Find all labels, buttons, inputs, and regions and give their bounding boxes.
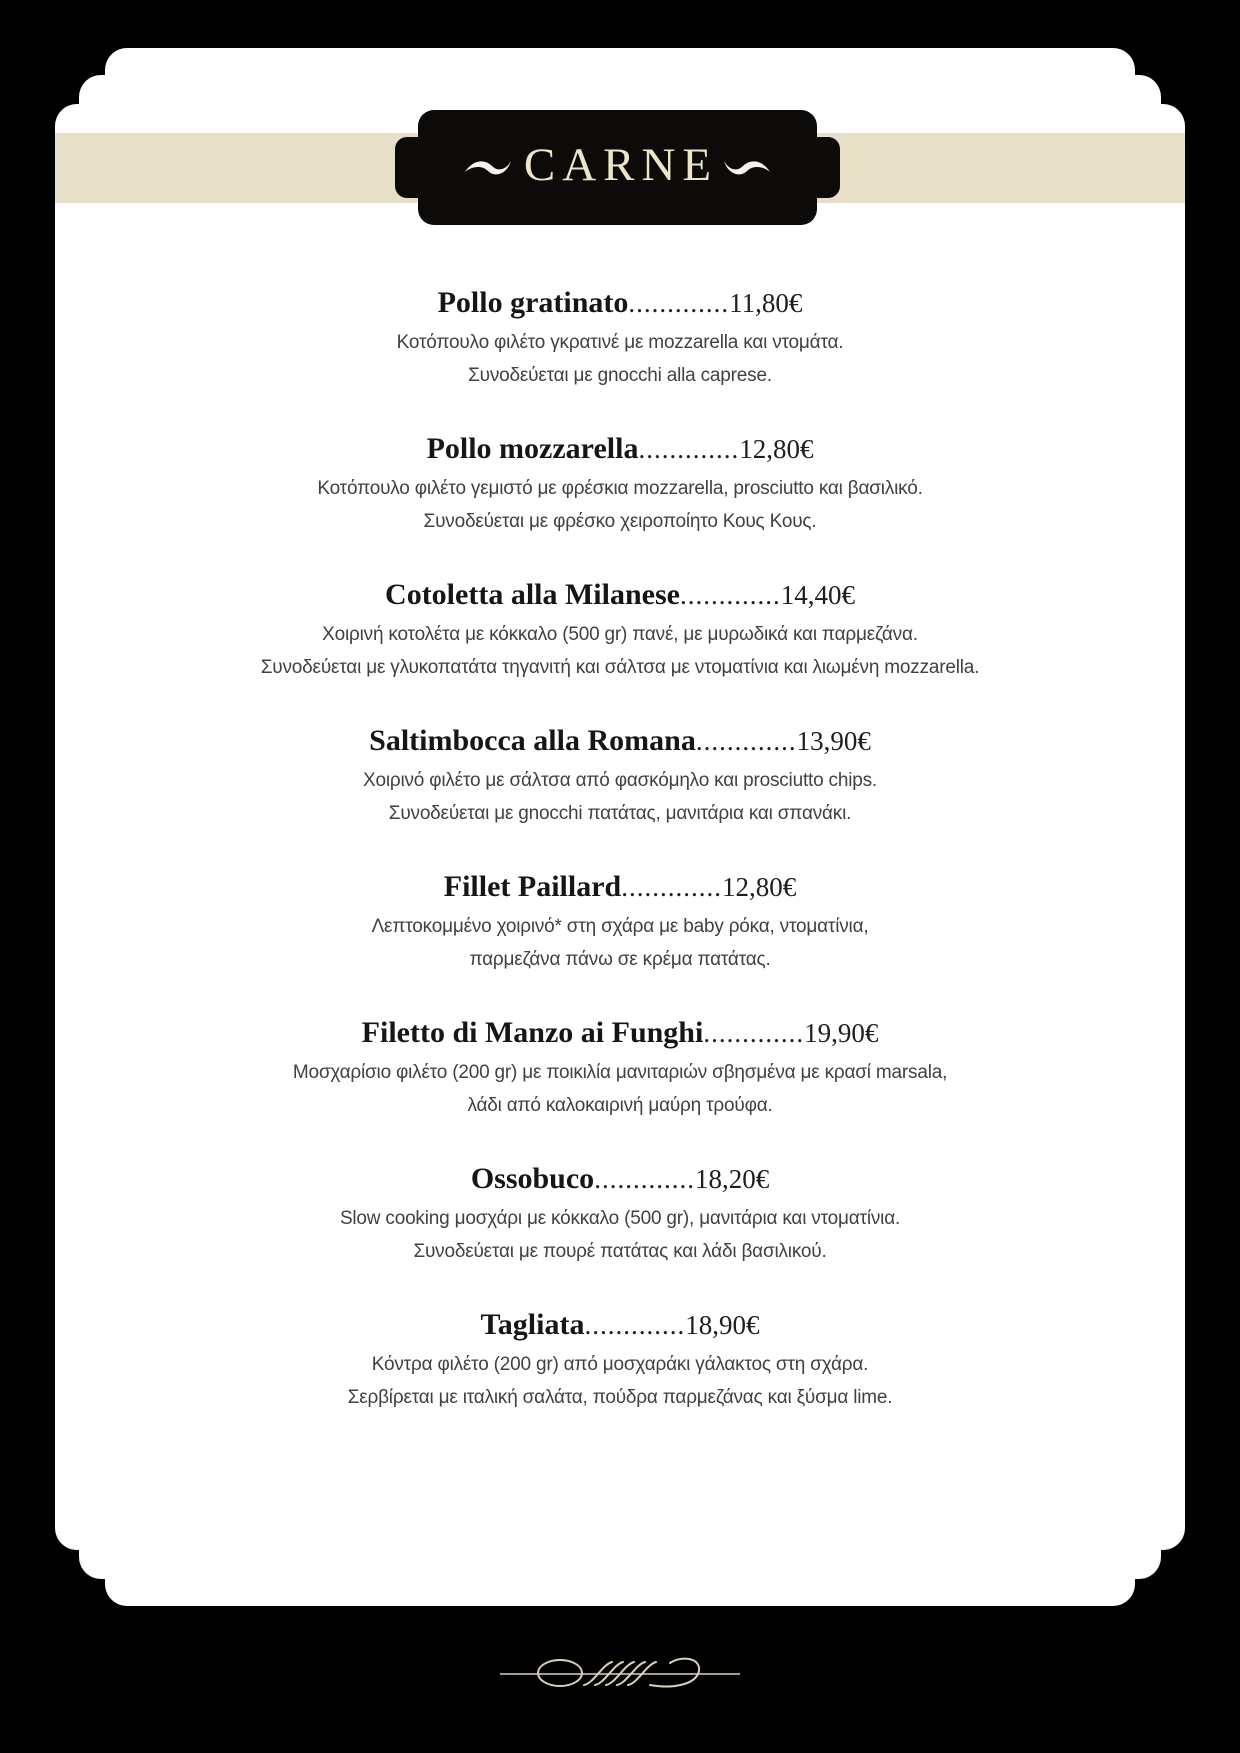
menu-item-description-line: λάδι από καλοκαιρινή μαύρη τρούφα. bbox=[467, 1095, 773, 1116]
menu-item-title-line bbox=[55, 431, 1185, 472]
menu-item-price: 12,80€ bbox=[739, 434, 814, 464]
menu-item-description bbox=[55, 618, 1185, 684]
menu-item-description-line: Μοσχαρίσιο φιλέτο (200 gr) με ποικιλία μανιταριών σβησμένα με κρασί marsala, bbox=[292, 1062, 948, 1083]
menu-item-description-line: Κοτόπουλο φιλέτο γκρατινέ με mozzarella και ντομάτα. bbox=[396, 332, 844, 353]
menu-item-name: Tagliata bbox=[480, 1308, 585, 1341]
menu-item-description-line: Slow cooking μοσχάρι με κόκκαλο (500 gr), μανιτάρια και ντοματίνια. bbox=[339, 1208, 901, 1229]
menu-item-title-line bbox=[55, 1307, 1185, 1348]
menu-item-title-line bbox=[55, 1015, 1185, 1056]
menu-item-title-line bbox=[55, 577, 1185, 618]
menu-item-description-line: Κοτόπουλο φιλέτο γεμιστό με φρέσκια mozzarella, prosciutto και βασιλικό. bbox=[317, 478, 923, 499]
dot-leader: ............. bbox=[628, 288, 730, 318]
menu-item-description-line: Συνοδεύεται με gnocchi alla caprese. bbox=[468, 365, 772, 386]
menu-item-description bbox=[55, 1202, 1185, 1268]
swirl-left-icon bbox=[462, 153, 514, 183]
menu-item-price: 18,90€ bbox=[685, 1310, 760, 1340]
dot-leader: ............. bbox=[695, 726, 797, 756]
menu-item-price: 13,90€ bbox=[796, 726, 871, 756]
menu-item bbox=[55, 1015, 1185, 1122]
menu-item-description-line: Χοιρινή κοτολέτα με κόκκαλο (500 gr) πανέ, με μυρωδικά και παρμεζάνα. bbox=[322, 624, 918, 645]
section-title: CARNE bbox=[523, 139, 719, 191]
menu-item-description-line: Λεπτοκομμένο χοιρινό* στη σχάρα με baby ρόκα, ντοματίνια, bbox=[371, 916, 869, 937]
menu-item-description-line: Συνοδεύεται με γλυκοπατάτα τηγανιτή και σάλτσα με ντοματίνια και λιωμένη mozzarella. bbox=[260, 657, 980, 678]
menu-card bbox=[55, 48, 1185, 1606]
menu-item-price: 11,80€ bbox=[729, 288, 803, 318]
dot-leader: ............. bbox=[621, 872, 722, 902]
menu-item-name: Cotoletta alla Milanese bbox=[385, 578, 680, 611]
swirl-right-icon bbox=[721, 153, 773, 183]
badge-content bbox=[395, 110, 840, 225]
menu-item bbox=[55, 869, 1185, 976]
menu-item-description-line: Συνοδεύεται με gnocchi πατάτας, μανιτάρια και σπανάκι. bbox=[388, 803, 852, 824]
menu-item-description bbox=[55, 1348, 1185, 1414]
menu-item-name: Ossobuco bbox=[470, 1162, 595, 1195]
menu-item bbox=[55, 577, 1185, 684]
flourish-icon bbox=[500, 1652, 740, 1696]
menu-item-description bbox=[55, 764, 1185, 830]
menu-item-description bbox=[55, 910, 1185, 976]
dot-leader: ............. bbox=[679, 580, 781, 610]
menu-item-name: Pollo mozzarella bbox=[426, 432, 639, 465]
dot-leader: ............. bbox=[584, 1310, 686, 1340]
menu-item-name: Saltimbocca alla Romana bbox=[369, 724, 696, 757]
menu-item bbox=[55, 1161, 1185, 1268]
menu-item-description-line: Σερβίρεται με ιταλική σαλάτα, πούδρα παρμεζάνας και ξύσμα lime. bbox=[347, 1387, 893, 1408]
dot-leader: ............. bbox=[703, 1018, 805, 1048]
dot-leader: ............. bbox=[594, 1164, 695, 1194]
menu-item-title-line bbox=[55, 869, 1185, 910]
dot-leader: ............. bbox=[638, 434, 740, 464]
menu-item-description-line: παρμεζάνα πάνω σε κρέμα πατάτας. bbox=[469, 949, 771, 970]
menu-item-price: 14,40€ bbox=[780, 580, 855, 610]
menu-item-price: 19,90€ bbox=[804, 1018, 879, 1048]
menu-item-name: Filetto di Manzo ai Funghi bbox=[361, 1016, 704, 1049]
menu-item-name: Fillet Paillard bbox=[443, 870, 622, 903]
menu-item-title-line bbox=[55, 723, 1185, 764]
menu-item-description bbox=[55, 1056, 1185, 1122]
menu-item bbox=[55, 723, 1185, 830]
menu-item-description-line: Συνοδεύεται με πουρέ πατάτας και λάδι βασιλικού. bbox=[413, 1241, 827, 1262]
menu-item-price: 12,80€ bbox=[721, 872, 797, 902]
menu-item bbox=[55, 431, 1185, 538]
menu-item bbox=[55, 1307, 1185, 1414]
menu-items bbox=[55, 285, 1185, 1453]
menu-item-description bbox=[55, 326, 1185, 392]
menu-item-title-line bbox=[55, 285, 1185, 326]
menu-item-description-line: Χοιρινό φιλέτο με σάλτσα από φασκόμηλο και prosciutto chips. bbox=[363, 770, 877, 791]
menu-item-title-line bbox=[55, 1161, 1185, 1202]
footer-flourish bbox=[500, 1652, 740, 1701]
menu-item-description-line: Συνοδεύεται με φρέσκο χειροποίητο Κους Κους. bbox=[423, 511, 817, 532]
menu-item-description-line: Κόντρα φιλέτο (200 gr) από μοσχαράκι γάλακτος στη σχάρα. bbox=[371, 1354, 869, 1375]
menu-item bbox=[55, 285, 1185, 392]
section-badge bbox=[395, 110, 840, 225]
menu-item-price: 18,20€ bbox=[694, 1164, 770, 1194]
menu-item-description bbox=[55, 472, 1185, 538]
menu-item-name: Pollo gratinato bbox=[437, 286, 629, 319]
